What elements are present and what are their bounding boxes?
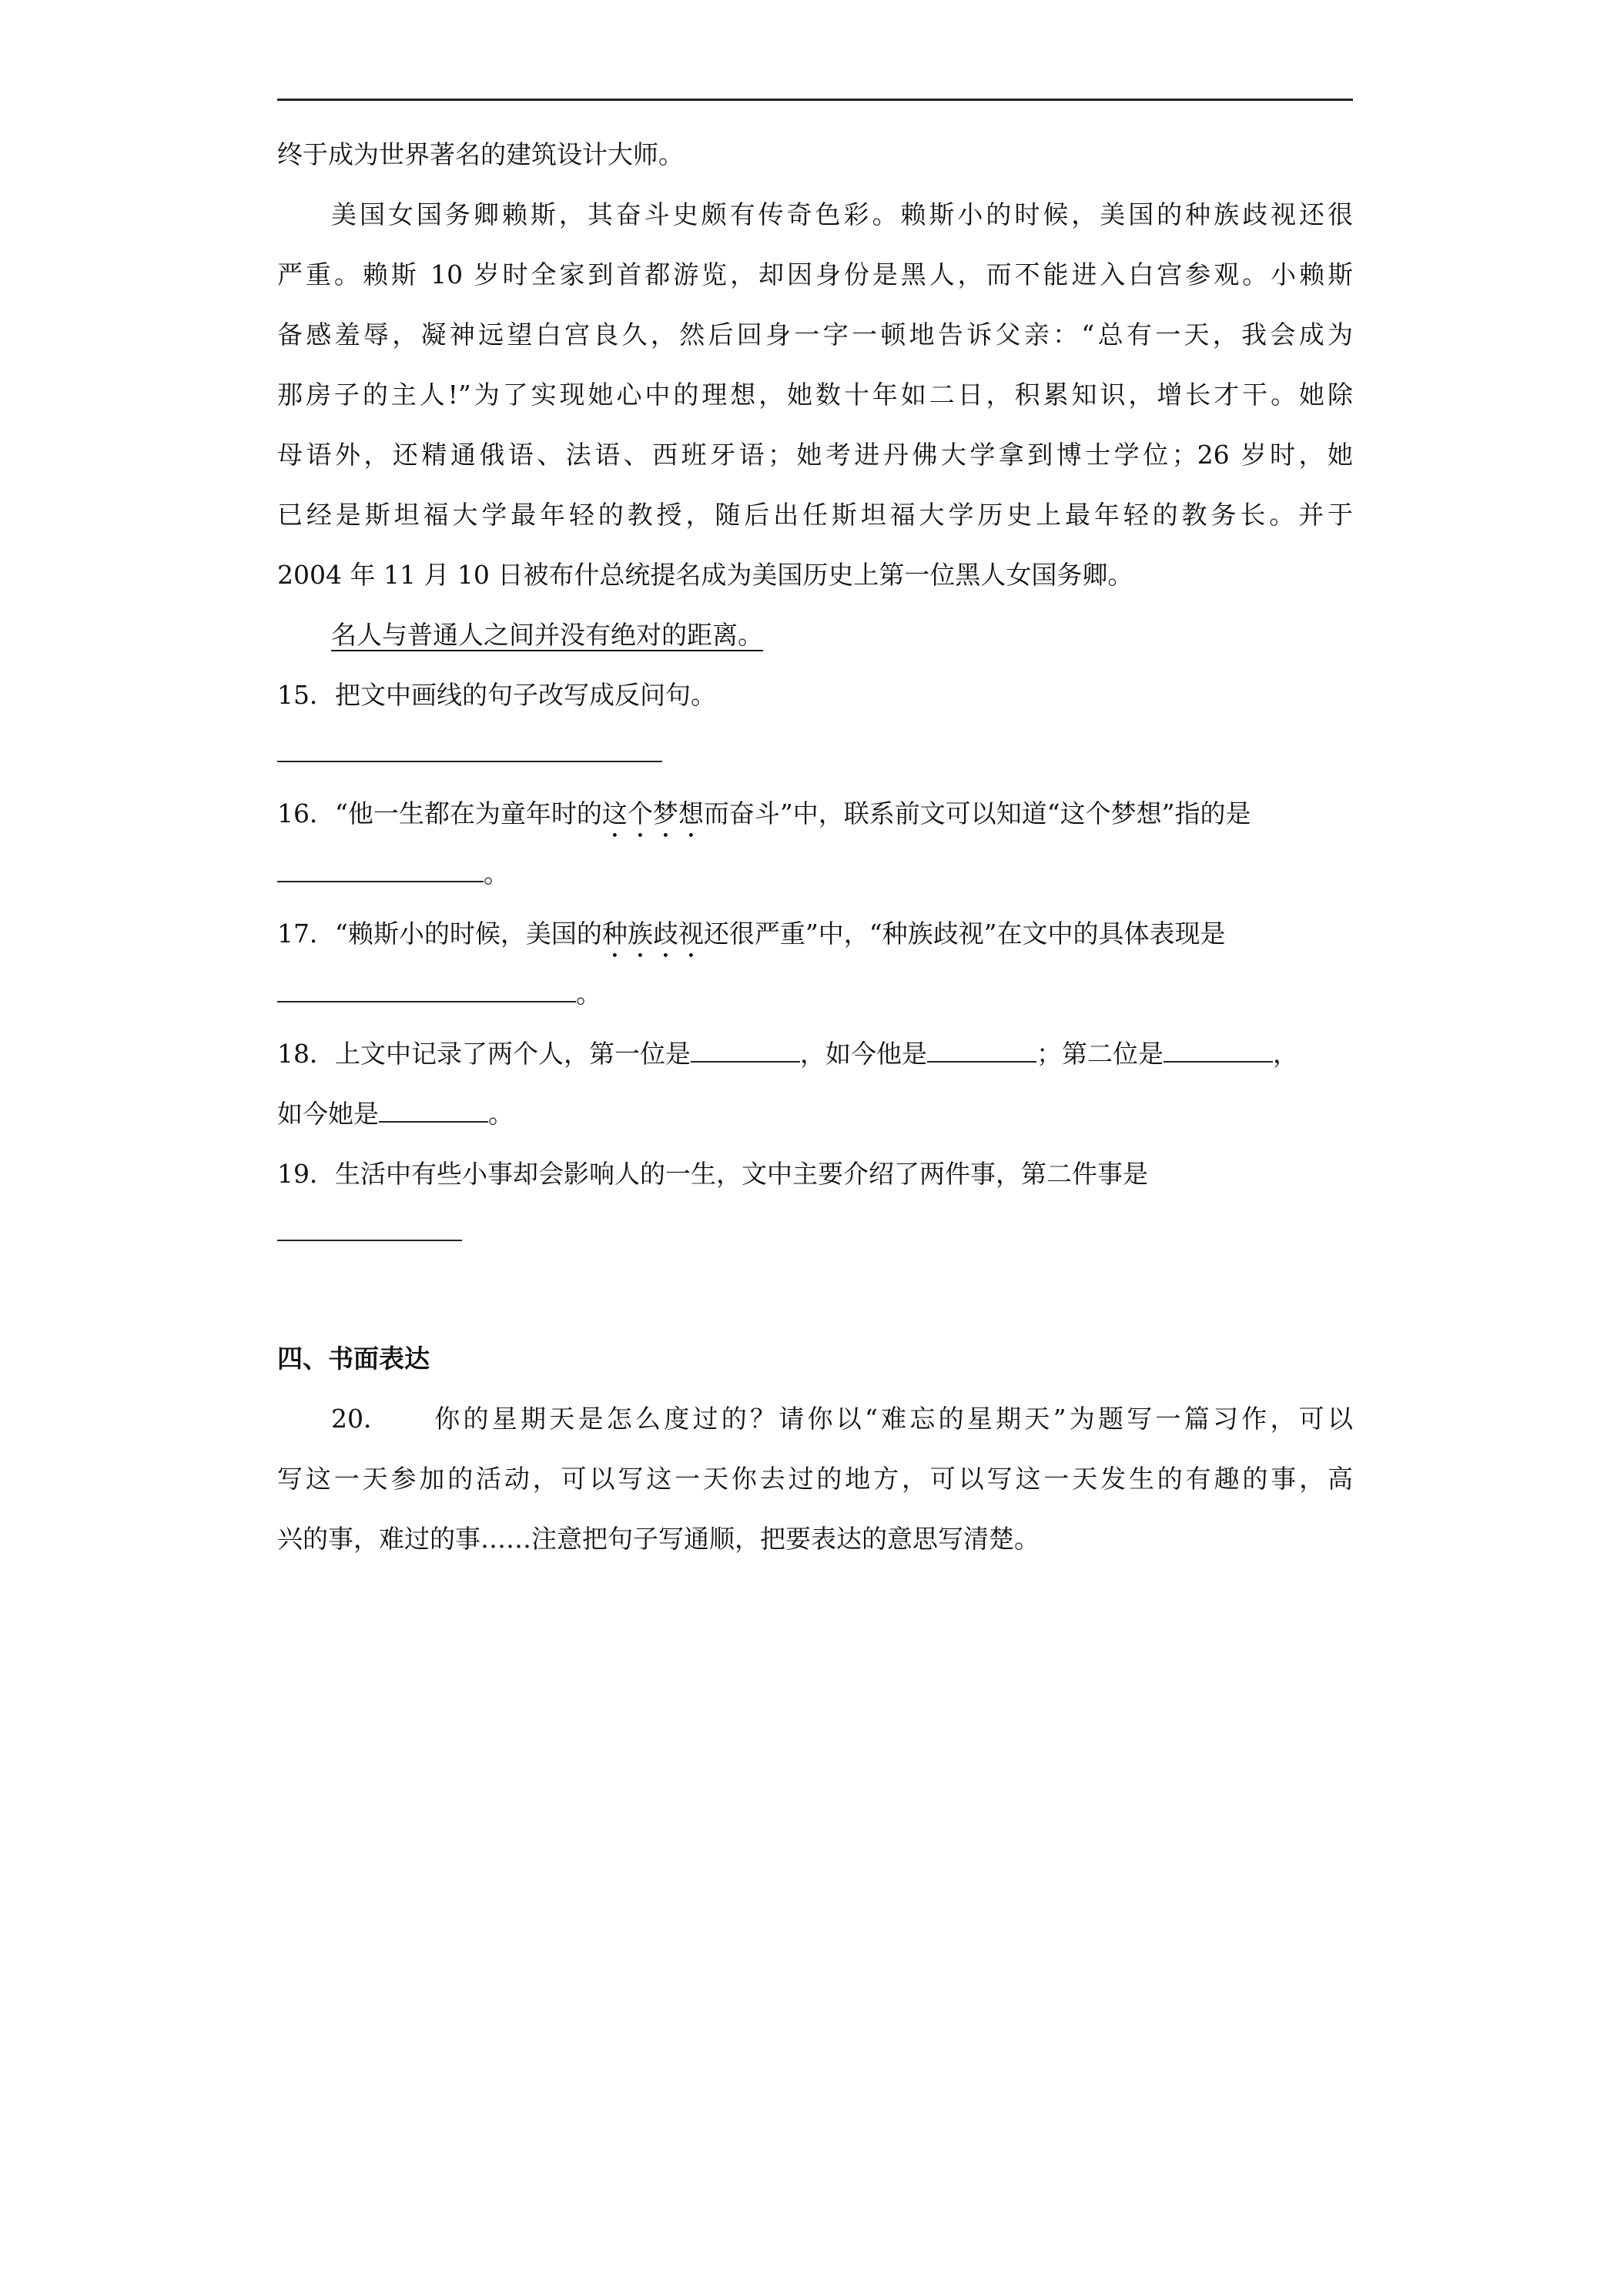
question-16-answer-line: 。 xyxy=(277,844,1353,904)
passage-line: 2004 年 11 月 10 日被布什总统提名成为美国历史上第一位黑人女国务卿。 xyxy=(277,560,1133,590)
emphasized-phrase: 这个梦想 xyxy=(601,798,704,828)
underlined-sentence: 名人与普通人之间并没有绝对的距离。 xyxy=(331,620,763,650)
question-19: 19．生活中有些小事却会影响人的一生，文中主要介绍了两件事，第二件事是 xyxy=(277,1159,1148,1189)
section-title: 四、书面表达 xyxy=(277,1344,430,1374)
question-20: 20． 你的星期天是怎么度过的？请你以“难忘的星期天”为题写一篇习作，可以 xyxy=(331,1404,1353,1434)
question-16: 16．“他一生都在为童年时的这个梦想而奋斗”中，联系前文可以知道“这个梦想”指的是 xyxy=(277,798,1251,828)
emphasized-phrase: 种族歧视 xyxy=(601,919,704,949)
passage-line: 美国女国务卿赖斯，其奋斗史颇有传奇色彩。赖斯小的时候，美国的种族歧视还很 xyxy=(331,199,1353,229)
header-rule xyxy=(277,99,1353,101)
answer-blank-18-2[interactable] xyxy=(927,1038,1036,1063)
answer-blank-15[interactable] xyxy=(277,761,662,762)
passage-line: 已经是斯坦福大学最年轻的教授，随后出任斯坦福大学历史上最年轻的教务长。并于 xyxy=(277,500,1353,530)
answer-blank-18-3[interactable] xyxy=(1164,1038,1273,1063)
passage-line: 严重。赖斯 10 岁时全家到首都游览，却因身份是黑人，而不能进入白宫参观。小赖斯 xyxy=(277,259,1353,290)
answer-blank-18-4[interactable] xyxy=(379,1098,488,1123)
question-20-line: 写这一天参加的活动，可以写这一天你去过的地方，可以写这一天发生的有趣的事，高 xyxy=(277,1464,1353,1494)
underlined-sentence-line xyxy=(277,605,1353,665)
question-20-line: 兴的事，难过的事……注意把句子写通顺，把要表达的意思写清楚。 xyxy=(277,1524,1040,1554)
question-17: 17．“赖斯小的时候，美国的种族歧视还很严重”中，“种族歧视”在文中的具体表现是 xyxy=(277,919,1226,949)
passage-line: 终于成为世界著名的建筑设计大师。 xyxy=(277,139,684,169)
answer-blank-19[interactable] xyxy=(277,1240,462,1241)
question-18: 18．上文中记录了两个人，第一位是 ，如今他是 ；第二位是 ， xyxy=(277,1039,1298,1069)
passage-line: 母语外，还精通俄语、法语、西班牙语；她考进丹佛大学拿到博士学位；26 岁时，她 xyxy=(277,440,1353,470)
question-17-answer-line: 。 xyxy=(277,964,1353,1024)
passage-line: 备感羞辱，凝神远望白宫良久，然后回身一字一顿地告诉父亲：“总有一天，我会成为 xyxy=(277,320,1353,350)
question-15: 15．把文中画线的句子改写成反问句。 xyxy=(277,680,716,710)
answer-blank-18-1[interactable] xyxy=(691,1038,800,1063)
passage-line: 那房子的主人!”为了实现她心中的理想，她数十年如二日，积累知识，增长才干。她除 xyxy=(277,380,1353,410)
answer-blank-16[interactable] xyxy=(277,858,484,882)
answer-blank-17[interactable] xyxy=(277,978,576,1002)
page-content xyxy=(277,125,1353,1569)
question-18-cont: 如今她是 。 xyxy=(277,1099,514,1129)
